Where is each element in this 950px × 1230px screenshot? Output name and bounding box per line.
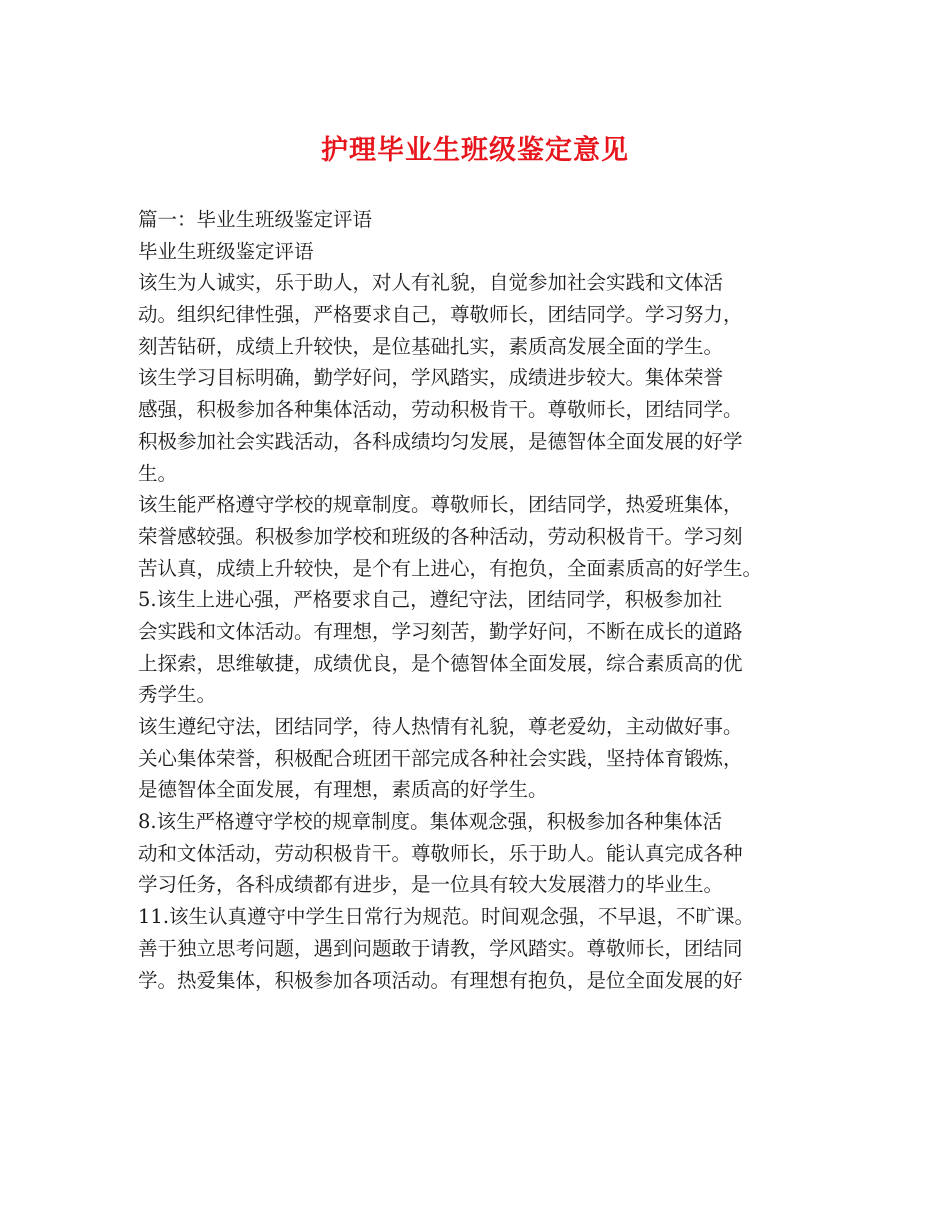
body-line: 该生学习目标明确，勤学好问，学风踏实，成绩进步较大。集体荣誉: [138, 366, 724, 390]
body-line: 关心集体荣誉，积极配合班团干部完成各种社会实践，坚持体育锻炼，: [138, 746, 743, 770]
body-line: 5.该生上进心强，严格要求自己，遵纪守法，团结同学，积极参加社: [138, 588, 723, 612]
body-line: 8.该生严格遵守学校的规章制度。集体观念强，积极参加各种集体活: [138, 810, 723, 834]
body-line: 学习任务，各科成绩都有进步，是一位具有较大发展潜力的毕业生。: [138, 873, 724, 897]
body-line: 上探索，思维敏捷，成绩优良，是个德智体全面发展，综合素质高的优: [138, 651, 743, 675]
body-line: 动和文体活动，劳动积极肯干。尊敬师长，乐于助人。能认真完成各种: [138, 841, 743, 865]
body-line: 是德智体全面发展，有理想，素质高的好学生。: [138, 778, 548, 802]
body-line: 积极参加社会实践活动，各科成绩均匀发展，是德智体全面发展的好学: [138, 429, 743, 453]
body-line: 毕业生班级鉴定评语: [138, 239, 314, 263]
body-line: 11.该生认真遵守中学生日常行为规范。时间观念强，不早退，不旷课。: [138, 905, 755, 929]
body-line: 篇一：毕业生班级鉴定评语: [138, 208, 373, 231]
body-line: 秀学生。: [138, 683, 217, 707]
body-line: 该生遵纪守法，团结同学，待人热情有礼貌，尊老爱幼，主动做好事。: [138, 715, 743, 738]
body-line: 刻苦钻研，成绩上升较快，是位基础扎实，素质高发展全面的学生。: [138, 334, 724, 358]
body-line: 苦认真，成绩上升较快，是个有上进心，有抱负，全面素质高的好学生。: [138, 556, 763, 580]
body-line: 该生为人诚实，乐于助人，对人有礼貌，自觉参加社会实践和文体活: [138, 271, 724, 295]
body-line: 感强，积极参加各种集体活动，劳动积极肯干。尊敬师长，团结同学。: [138, 398, 743, 422]
body-line: 荣誉感较强。积极参加学校和班级的各种活动，劳动积极肯干。学习刻: [138, 524, 743, 548]
body-line: 动。组织纪律性强，严格要求自己，尊敬师长，团结同学。学习努力，: [138, 303, 743, 327]
document-title: 护理毕业生班级鉴定意见: [321, 135, 629, 166]
body-line: 该生能严格遵守学校的规章制度。尊敬师长，团结同学，热爱班集体，: [138, 493, 743, 517]
body-line: 善于独立思考问题，遇到问题敢于请教，学风踏实。尊敬师长，团结同: [138, 936, 743, 960]
body-line: 生。: [138, 461, 178, 485]
body-line: 会实践和文体活动。有理想，学习刻苦，勤学好问，不断在成长的道路: [138, 619, 743, 643]
body-line: 学。热爱集体，积极参加各项活动。有理想有抱负，是位全面发展的好: [138, 968, 743, 992]
document-body: [138, 204, 838, 996]
